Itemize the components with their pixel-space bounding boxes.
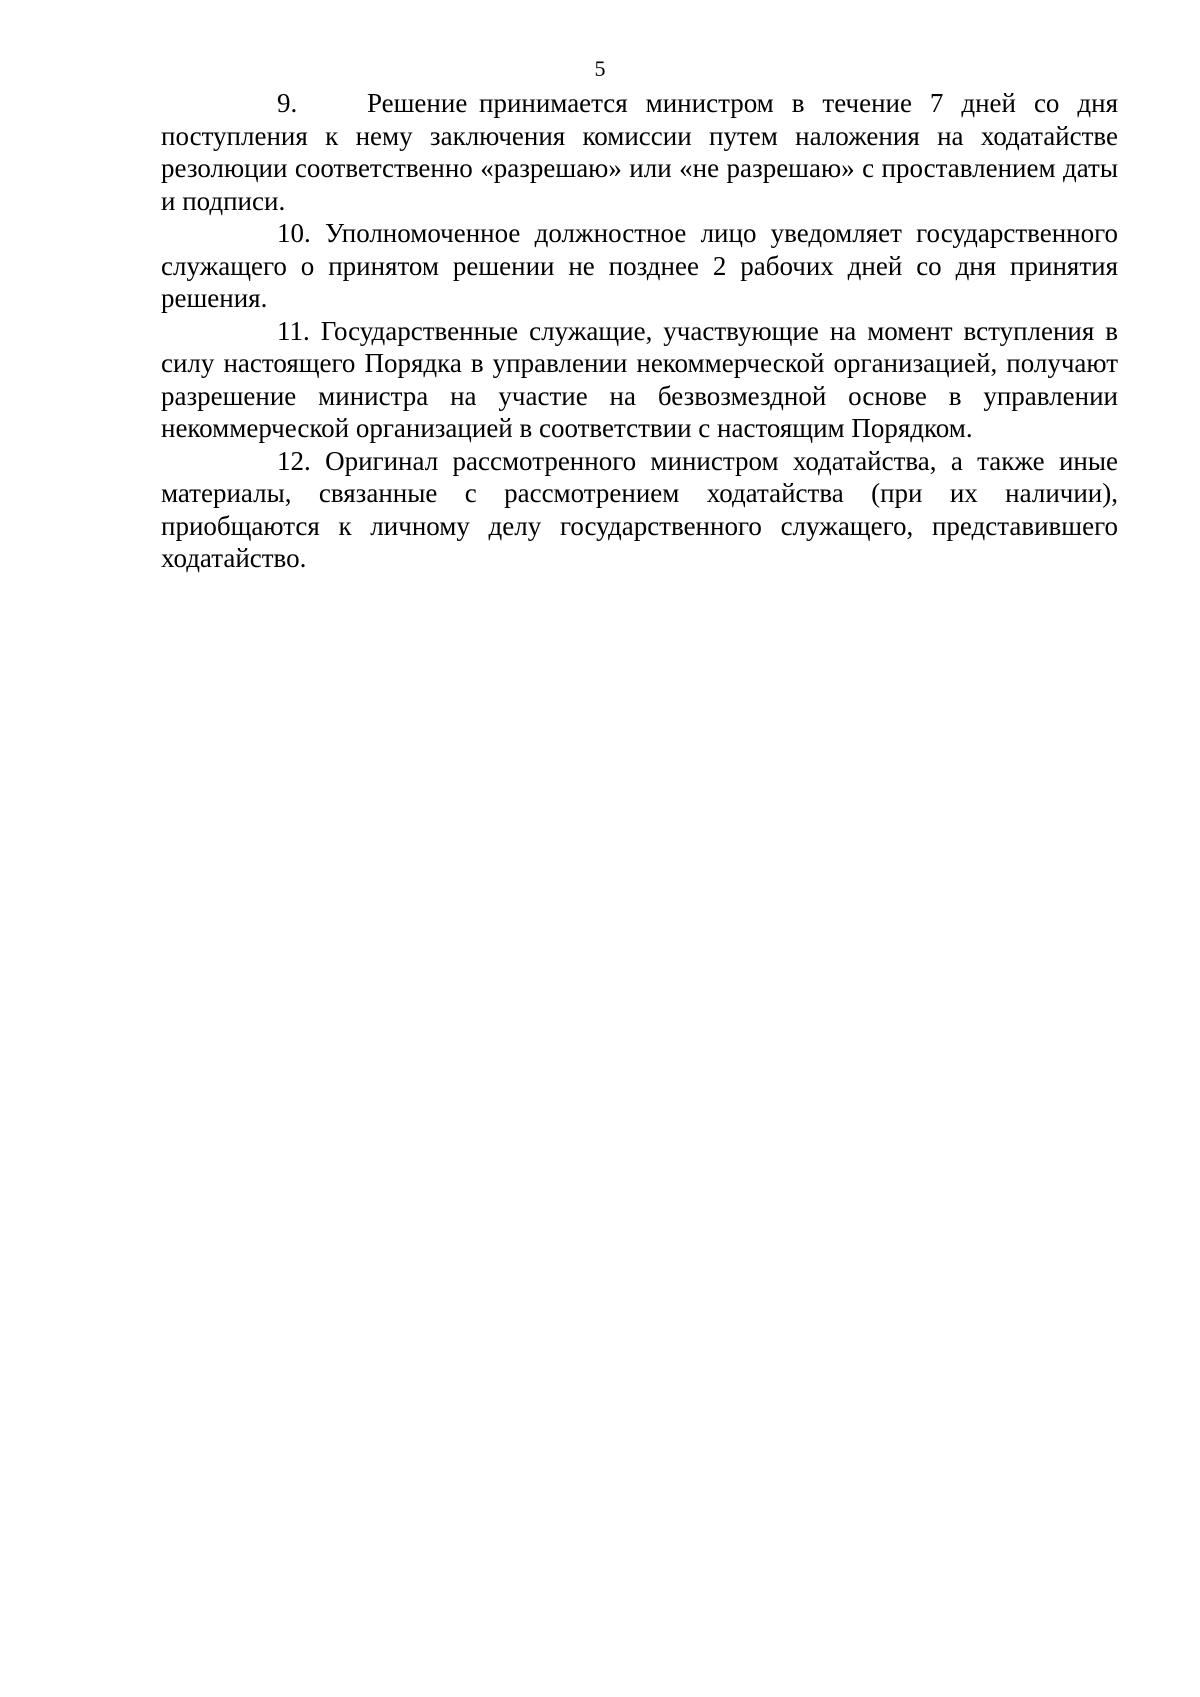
paragraph-text: Оригинал рассмотренного министром ходатайства, а также иные материалы, связанные с рассмотрением ходатайства (при их наличии), приобщаются к личному делу государственного служащего, представившего ходатайство.: [161, 445, 1119, 573]
paragraph-number: 10.: [277, 218, 311, 248]
document-body: [161, 87, 1118, 575]
paragraph-text: принимается министром в течение 7 дней со дня поступления к нему заключения комиссии путем наложения на ходатайстве резолюции соответственно «разрешаю» или «не разрешаю» с проставлением даты и подписи.: [161, 88, 1118, 216]
paragraph-10: [161, 217, 1118, 315]
paragraph-number: 9.: [277, 88, 298, 118]
paragraph-9: [161, 87, 1118, 217]
paragraph-11: [161, 315, 1118, 445]
page-number: 5: [594, 56, 606, 81]
paragraph-12: [161, 445, 1118, 575]
paragraph-number: 12.: [277, 445, 311, 476]
paragraph-number: 11.: [277, 315, 310, 346]
paragraph-text: Государственные служащие, участвующие на момент вступления в силу настоящего Порядка в управлении некоммерческой организацией, получают разрешение министра на участие на безвозмездной основе в управлении некоммерческой организацией в соответствии с настоящим Порядком.: [161, 315, 1119, 443]
paragraph-text: Уполномоченное должностное лицо уведомляет государственного служащего о принятом решении не позднее 2 рабочих дней со дня принятия решения.: [161, 218, 1119, 313]
paragraph-lead-word: Решение: [367, 88, 468, 118]
